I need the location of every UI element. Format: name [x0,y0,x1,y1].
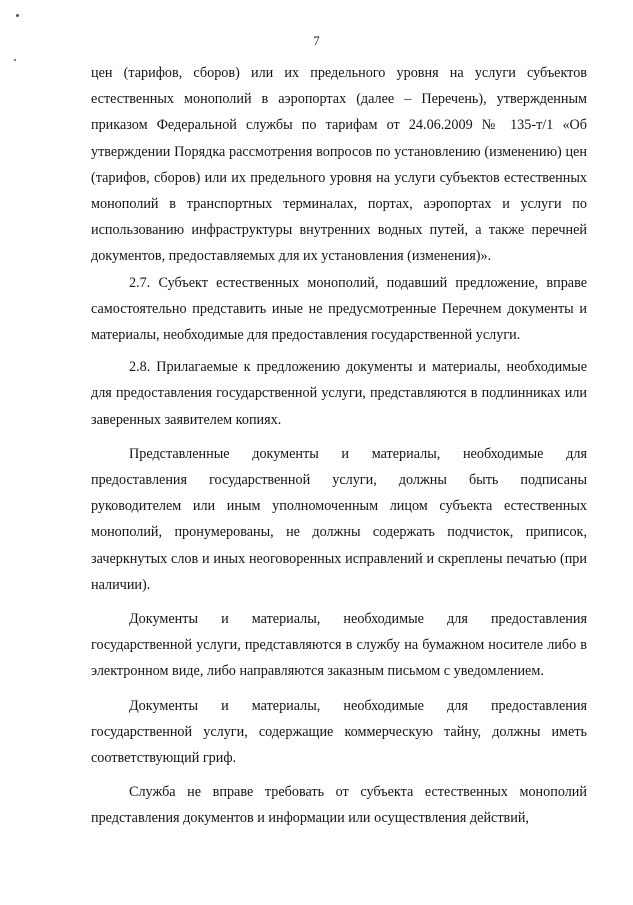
scan-speck-mark [14,59,16,61]
paragraph-service-not-entitled: Служба не вправе требовать от субъекта естественных монополий представления документов и информации или осуществления действий, [91,784,587,827]
paragraph-documents-submission: Документы и материалы, необходимые для предоставления государственной услуги, представляются в службу на бумажном носителе либо в электронном виде, либо направляются заказным письмом с уведомлением. [91,611,587,680]
paragraph-2-8: 2.8. Прилагаемые к предложению документы и материалы, необходимые для предоставления государственной услуги, представляются в подлинниках или заверенных заявителем копиях. [91,359,587,428]
paragraph-commercial-secret: Документы и материалы, необходимые для предоставления государственной услуги, содержащие коммерческую тайну, должны иметь соответствующий гриф. [91,697,587,767]
paragraph-continuation: цен (тарифов, сборов) или их предельного уровня на услуги субъектов естественных монополий в аэропортах (далее – Перечень), утвержденным приказом Федеральной службы по тарифам от 24.06.2009 № 135-т/1 «Об утверждении Порядка рассмотрения вопросов по установлению (изменению) цен (тарифов, сборов) или их предельного уровня на услуги субъектов естественных монополий в транспортных терминалах, портах, аэропортах и услуги по использованию инфраструктуры внутренних водных путей, а также перечней документов, предоставляемых для их установления (изменения)». [91,65,587,265]
paragraph-2-7: 2.7. Субъект естественных монополий, подавший предложение, вправе самостоятельно представить иные не предусмотренные Перечнем документы и материалы, необходимые для предоставления государственной услуги. [91,274,587,344]
scan-speck-mark [16,14,19,17]
paragraph-documents-signed: Представленные документы и материалы, необходимые для предоставления государственной услуги, должны быть подписаны руководителем или иным уполномоченным лицом субъекта естественных монополий, пронумерованы, не должны содержать подчисток, приписок, зачеркнутых слов и иных неоговоренных исправлений и скреплены печатью (при наличии). [91,445,587,593]
page-number: 7 [313,34,320,48]
document-body [91,60,587,832]
